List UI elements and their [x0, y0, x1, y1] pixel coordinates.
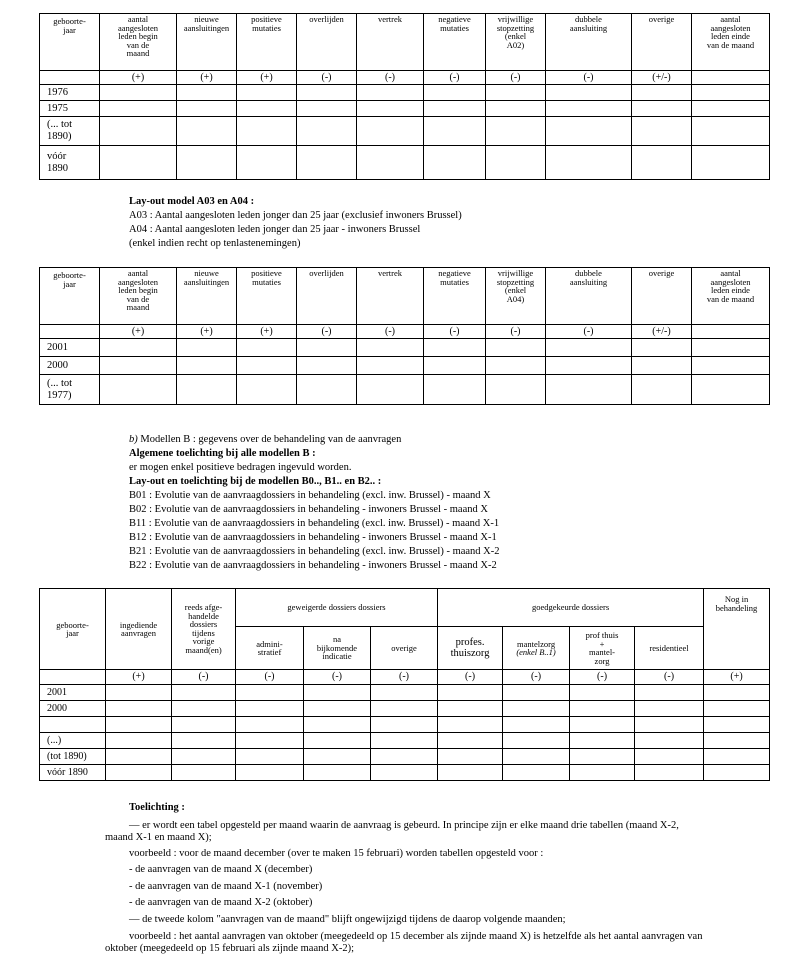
toelichting-p4: voorbeeld : het aantal aanvragen van oktober (meegedeeld op 15 december als zijnde maand X) is hetzelfde als het aantal aanvragen van oktober (meegedeeld op 15 februari als zijnde maand X-2); [105, 931, 703, 954]
data-cell [486, 339, 546, 357]
data-cell [546, 357, 632, 375]
year-cell: 2001 [40, 685, 106, 701]
sub-overige: overige [371, 627, 438, 670]
model-line: B02 : Evolutie van de aanvraagdossiers in behandeling - inwoners Brussel - maand X [129, 504, 488, 515]
data-cell [297, 101, 357, 117]
table-row [40, 717, 770, 733]
data-cell [100, 85, 177, 101]
sign-cell: (+/-) [632, 325, 692, 339]
data-cell [100, 375, 177, 405]
sub-mantelzorg-label: mantelzorg [516, 638, 556, 649]
column-header: vertrek [357, 268, 424, 325]
data-cell [371, 733, 438, 749]
year-cell: (... tot 1977) [40, 375, 100, 405]
sub-na-bijkomende-indicatie: na bijkomende indicatie [304, 627, 371, 670]
section-b-layout-heading: Lay-out en toelichting bij de modellen B0.., B1.. en B2.. : [129, 476, 382, 487]
header-row [40, 14, 770, 71]
data-cell [632, 146, 692, 180]
data-cell [424, 85, 486, 101]
data-cell [692, 85, 770, 101]
data-cell [297, 357, 357, 375]
year-cell: (... tot 1890) [40, 117, 100, 146]
sign-cell: (-) [546, 325, 632, 339]
data-cell [177, 357, 237, 375]
data-cell [546, 117, 632, 146]
sign-cell: (-) [371, 670, 438, 685]
sign-cell: (-) [297, 71, 357, 85]
data-cell [371, 717, 438, 733]
data-cell [692, 339, 770, 357]
data-cell [357, 117, 424, 146]
table-row [40, 101, 770, 117]
data-cell [177, 375, 237, 405]
column-header: positieve mutaties [237, 268, 297, 325]
year-cell: 2000 [40, 357, 100, 375]
data-cell [704, 701, 770, 717]
table-row [40, 765, 770, 781]
data-cell [177, 101, 237, 117]
column-header: nieuwe aansluitingen [177, 268, 237, 325]
data-cell [177, 146, 237, 180]
data-cell [172, 717, 236, 733]
sign-cell: (-) [486, 71, 546, 85]
model-line: B22 : Evolutie van de aanvraagdossiers in behandeling - inwoners Brussel - maand X-2 [129, 560, 497, 571]
sign-cell [40, 670, 106, 685]
data-cell [570, 733, 635, 749]
data-cell [692, 101, 770, 117]
model-line: B12 : Evolutie van de aanvraagdossiers in behandeling - inwoners Brussel - maand X-1 [129, 532, 497, 543]
sign-cell: (-) [503, 670, 570, 685]
column-header: overlijden [297, 14, 357, 71]
data-cell [297, 117, 357, 146]
sub-mantelzorg [503, 627, 570, 670]
data-cell [635, 733, 704, 749]
data-cell [100, 339, 177, 357]
toelichting-item: - de aanvragen van de maand X-1 (november) [129, 881, 323, 892]
data-cell [503, 685, 570, 701]
data-cell [357, 375, 424, 405]
col-geboortejaar: geboorte- jaar [40, 589, 106, 670]
data-cell [172, 685, 236, 701]
data-cell [546, 146, 632, 180]
data-cell [424, 146, 486, 180]
table-row [40, 749, 770, 765]
data-cell [297, 339, 357, 357]
table-model-a [39, 13, 770, 180]
data-cell [704, 717, 770, 733]
column-header: negatieve mutaties [424, 14, 486, 71]
data-cell [106, 717, 172, 733]
data-cell [100, 117, 177, 146]
group-geweigerde-dossiers: geweigerde dossiers dossiers [236, 589, 438, 627]
sign-cell: (-) [438, 670, 503, 685]
data-cell [106, 765, 172, 781]
sign-cell: (-) [357, 325, 424, 339]
data-cell [106, 701, 172, 717]
table-row [40, 117, 770, 146]
data-cell [632, 117, 692, 146]
table-model-a03 [39, 267, 770, 405]
section-b-prefix: b) [129, 434, 138, 445]
data-cell [304, 765, 371, 781]
data-cell [237, 101, 297, 117]
sign-cell: (-) [357, 71, 424, 85]
data-cell [237, 357, 297, 375]
column-header: aantal aangesloten leden begin van de maand [100, 14, 177, 71]
sign-cell: (-) [172, 670, 236, 685]
data-cell [237, 146, 297, 180]
col-nog-in-behandeling: Nog in behandeling [704, 589, 770, 627]
data-cell [570, 749, 635, 765]
data-cell [486, 375, 546, 405]
data-cell [371, 765, 438, 781]
table-row [40, 685, 770, 701]
data-cell [172, 733, 236, 749]
year-cell: 1976 [40, 85, 100, 101]
table-row [40, 339, 770, 357]
data-cell [692, 146, 770, 180]
data-cell [635, 749, 704, 765]
data-cell [172, 701, 236, 717]
data-cell [304, 717, 371, 733]
sign-cell: (+) [237, 325, 297, 339]
column-header: dubbele aansluiting [546, 14, 632, 71]
data-cell [704, 685, 770, 701]
data-cell [236, 749, 304, 765]
data-cell [237, 117, 297, 146]
header-row-1 [40, 589, 770, 627]
sign-cell: (-) [297, 325, 357, 339]
table-model-b [39, 588, 770, 781]
data-cell [438, 717, 503, 733]
data-cell [424, 339, 486, 357]
column-header: geboorte- jaar [40, 268, 100, 325]
sign-cell: (-) [570, 670, 635, 685]
year-cell: 1975 [40, 101, 100, 117]
data-cell [106, 685, 172, 701]
data-cell [704, 733, 770, 749]
data-cell [692, 117, 770, 146]
data-cell [304, 701, 371, 717]
sign-cell [692, 71, 770, 85]
sign-cell: (-) [236, 670, 304, 685]
data-cell [237, 85, 297, 101]
sub-mantelzorg-note: (enkel B..1) [516, 647, 556, 657]
sign-cell: (-) [424, 71, 486, 85]
data-cell [424, 101, 486, 117]
table-row [40, 701, 770, 717]
col-reeds-afgehandeld: reeds afge- handelde dossiers tijdens vorige maand(en) [172, 589, 236, 670]
sub-administratief: admini- stratief [236, 627, 304, 670]
data-cell [100, 357, 177, 375]
data-cell [357, 339, 424, 357]
data-cell [357, 357, 424, 375]
section-b-note: er mogen enkel positieve bedragen ingevuld worden. [129, 462, 352, 473]
data-cell [177, 85, 237, 101]
data-cell [236, 717, 304, 733]
data-cell [546, 339, 632, 357]
data-cell [635, 685, 704, 701]
data-cell [692, 375, 770, 405]
data-cell [632, 101, 692, 117]
column-header: overlijden [297, 268, 357, 325]
data-cell [236, 765, 304, 781]
data-cell [486, 101, 546, 117]
table-row [40, 146, 770, 180]
section-b-intro [129, 433, 401, 447]
data-cell [632, 339, 692, 357]
model-line: B01 : Evolutie van de aanvraagdossiers in behandeling (excl. inw. Brussel) - maand X [129, 490, 491, 501]
data-cell [297, 375, 357, 405]
data-cell [106, 733, 172, 749]
sub-profes-thuiszorg: profes. thuiszorg [438, 627, 503, 670]
model-line: B21 : Evolutie van de aanvraagdossiers in behandeling (excl. inw. Brussel) - maand X-2 [129, 546, 500, 557]
data-cell [438, 749, 503, 765]
data-cell [486, 146, 546, 180]
data-cell [632, 375, 692, 405]
table-row [40, 733, 770, 749]
data-cell [438, 685, 503, 701]
data-cell [357, 101, 424, 117]
data-cell [438, 765, 503, 781]
group-goedgekeurde-dossiers: goedgekeurde dossiers [438, 589, 704, 627]
data-cell [304, 733, 371, 749]
data-cell [570, 717, 635, 733]
sign-cell: (+/-) [632, 71, 692, 85]
sign-row [40, 71, 770, 85]
data-cell [236, 701, 304, 717]
sign-row [40, 670, 770, 685]
toelichting-p3: — de tweede kolom "aanvragen van de maand" blijft ongewijzigd tijdens de daarop volgende maanden; [129, 914, 566, 925]
data-cell [546, 101, 632, 117]
data-cell [424, 357, 486, 375]
data-cell [570, 765, 635, 781]
data-cell [503, 717, 570, 733]
data-cell [297, 146, 357, 180]
table-row [40, 85, 770, 101]
column-header: geboorte- jaar [40, 14, 100, 71]
data-cell [424, 117, 486, 146]
data-cell [546, 85, 632, 101]
data-cell [371, 749, 438, 765]
sign-cell: (+) [177, 71, 237, 85]
data-cell [100, 146, 177, 180]
section-b-heading: Algemene toelichting bij alle modellen B : [129, 448, 316, 459]
data-cell [503, 733, 570, 749]
data-cell [635, 701, 704, 717]
layout-a03-line: A03 : Aantal aangesloten leden jonger dan 25 jaar (exclusief inwoners Brussel) [129, 210, 462, 221]
data-cell [424, 375, 486, 405]
data-cell [635, 765, 704, 781]
data-cell [172, 749, 236, 765]
data-cell [106, 749, 172, 765]
data-cell [486, 357, 546, 375]
column-header: vrijwillige stopzetting (enkel A02) [486, 14, 546, 71]
section-b-intro-text: Modellen B : gegevens over de behandeling van de aanvragen [137, 434, 402, 445]
column-header: overige [632, 14, 692, 71]
layout-a03-heading: Lay-out model A03 en A04 : [129, 196, 255, 207]
layout-a03-note: (enkel indien recht op tenlastenemingen) [129, 238, 301, 249]
sign-cell [40, 71, 100, 85]
toelichting-item: - de aanvragen van de maand X (december) [129, 864, 313, 875]
data-cell [503, 749, 570, 765]
col-ingediende-aanvragen: ingediende aanvragen [106, 589, 172, 670]
column-header: positieve mutaties [237, 14, 297, 71]
column-header: nieuwe aansluitingen [177, 14, 237, 71]
data-cell [546, 375, 632, 405]
year-cell: vóór 1890 [40, 765, 106, 781]
data-cell [632, 85, 692, 101]
data-cell [236, 733, 304, 749]
toelichting-p1: — er wordt een tabel opgesteld per maand waarin de aanvraag is gebeurd. In principe zijn er elke maand drie tabellen (maand X-2, maand X-1 en maand X); [105, 820, 679, 843]
data-cell [172, 765, 236, 781]
data-cell [635, 717, 704, 733]
sign-row [40, 325, 770, 339]
data-cell [632, 357, 692, 375]
data-cell [177, 339, 237, 357]
sign-cell: (+) [177, 325, 237, 339]
sign-cell [692, 325, 770, 339]
data-cell [486, 85, 546, 101]
toelichting-heading: Toelichting : [129, 802, 185, 813]
sign-cell [40, 325, 100, 339]
data-cell [570, 701, 635, 717]
data-cell [236, 685, 304, 701]
data-cell [486, 117, 546, 146]
layout-a04-line: A04 : Aantal aangesloten leden jonger dan 25 jaar - inwoners Brussel [129, 224, 421, 235]
column-header: aantal aangesloten leden einde van de maand [692, 268, 770, 325]
year-cell: vóór 1890 [40, 146, 100, 180]
data-cell [692, 357, 770, 375]
data-cell [100, 101, 177, 117]
data-cell [704, 749, 770, 765]
data-cell [371, 685, 438, 701]
year-cell [40, 717, 106, 733]
sign-cell: (-) [546, 71, 632, 85]
data-cell [304, 685, 371, 701]
year-cell: 2001 [40, 339, 100, 357]
column-header: dubbele aansluiting [546, 268, 632, 325]
column-header: overige [632, 268, 692, 325]
data-cell [297, 85, 357, 101]
data-cell [177, 117, 237, 146]
data-cell [357, 146, 424, 180]
sign-cell: (+) [704, 670, 770, 685]
data-cell [304, 749, 371, 765]
sub-prof-thuis-mantelzorg: prof thuis + mantel- zorg [570, 627, 635, 670]
toelichting-p2: voorbeeld : voor de maand december (over te maken 15 februari) worden tabellen opgesteld voor : [129, 848, 544, 859]
sign-cell: (-) [635, 670, 704, 685]
sign-cell: (+) [237, 71, 297, 85]
data-cell [503, 765, 570, 781]
sign-cell: (-) [486, 325, 546, 339]
sign-cell: (+) [100, 71, 177, 85]
data-cell [371, 701, 438, 717]
data-cell [438, 733, 503, 749]
year-cell: (...) [40, 733, 106, 749]
sign-cell: (+) [100, 325, 177, 339]
toelichting-item: - de aanvragen van de maand X-2 (oktober) [129, 897, 313, 908]
data-cell [570, 685, 635, 701]
sign-cell: (-) [424, 325, 486, 339]
column-header: aantal aangesloten leden begin van de maand [100, 268, 177, 325]
model-line: B11 : Evolutie van de aanvraagdossiers in behandeling (excl. inw. Brussel) - maand X-1 [129, 518, 500, 529]
table-row [40, 375, 770, 405]
data-cell [237, 339, 297, 357]
col-nog-spacer [704, 627, 770, 670]
sign-cell: (+) [106, 670, 172, 685]
table-row [40, 357, 770, 375]
column-header: negatieve mutaties [424, 268, 486, 325]
header-row [40, 268, 770, 325]
data-cell [357, 85, 424, 101]
column-header: aantal aangesloten leden einde van de maand [692, 14, 770, 71]
column-header: vrijwillige stopzetting (enkel A04) [486, 268, 546, 325]
data-cell [438, 701, 503, 717]
year-cell: (tot 1890) [40, 749, 106, 765]
data-cell [237, 375, 297, 405]
column-header: vertrek [357, 14, 424, 71]
data-cell [704, 765, 770, 781]
sign-cell: (-) [304, 670, 371, 685]
sub-residentieel: residentieel [635, 627, 704, 670]
data-cell [503, 701, 570, 717]
year-cell: 2000 [40, 701, 106, 717]
